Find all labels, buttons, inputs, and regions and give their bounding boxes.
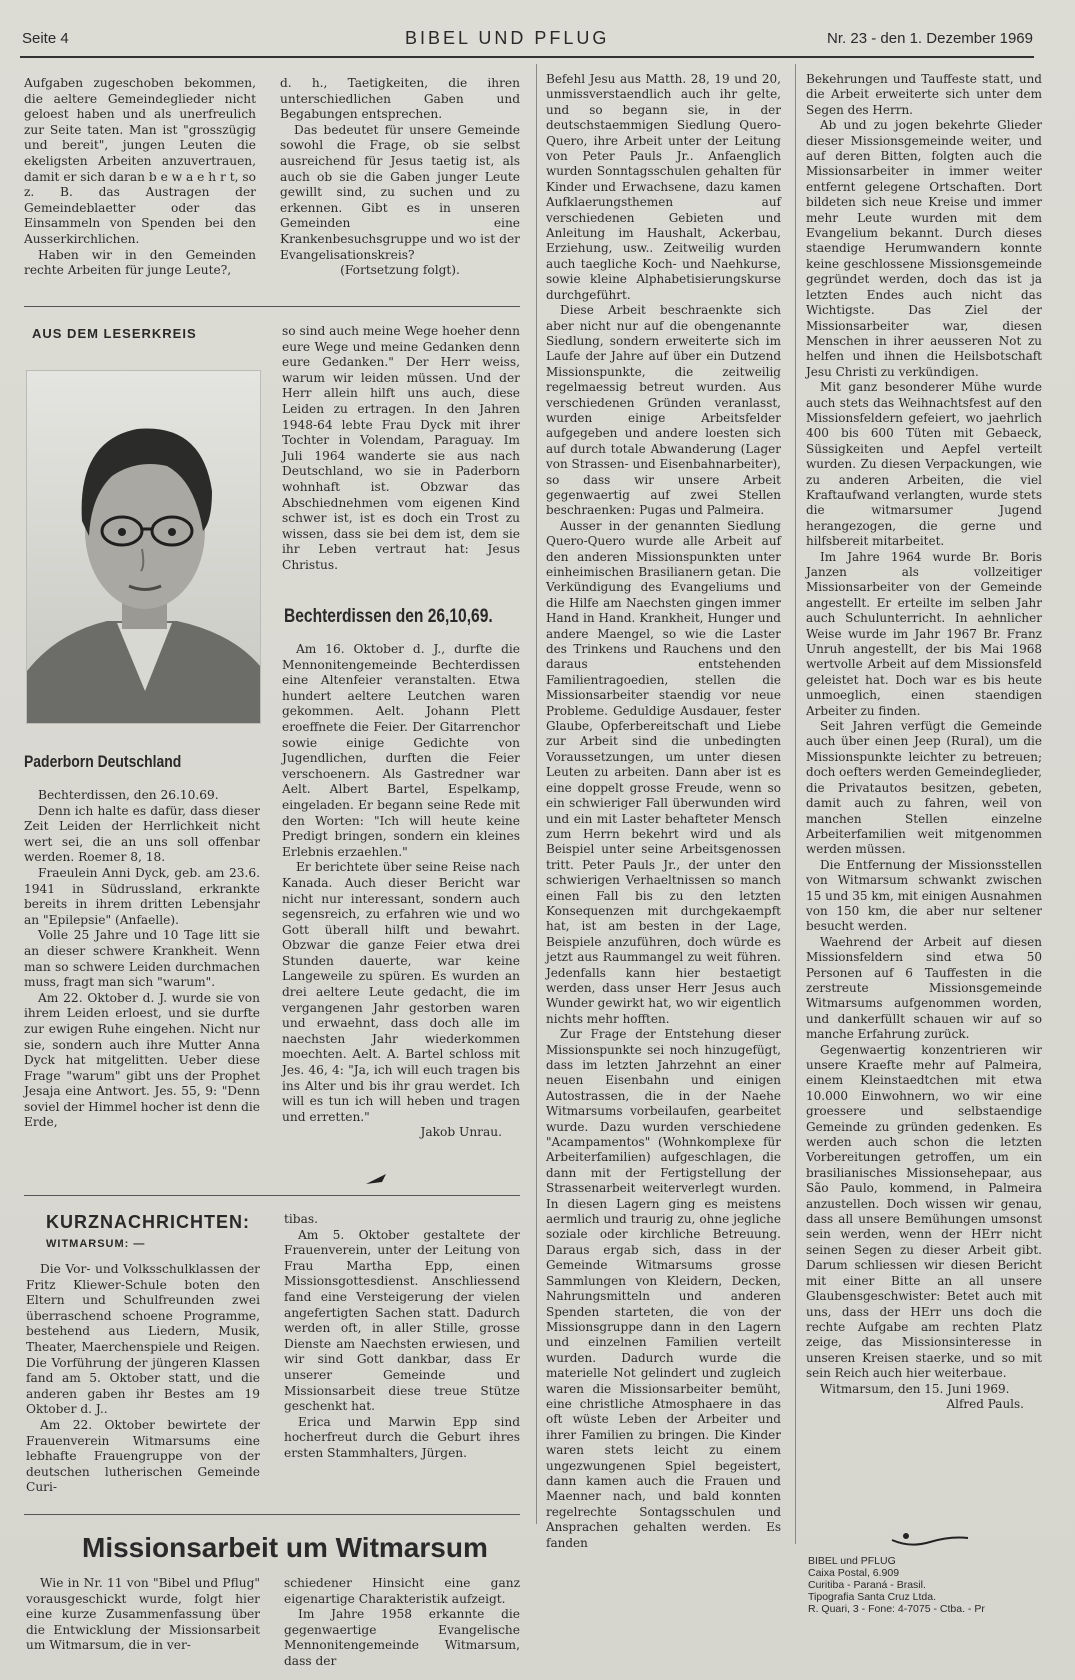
paragraph: Erica und Marwin Epp sind hocherfreut durch die Geburt ihres ersten Stammhalters, Jürgen.	[284, 1414, 520, 1460]
paragraph: Am 16. Oktober d. J., durfte die Mennonitengemeinde Bechterdissen eine Altenfeier veranstalten. Etwa hundert aeltere Leutchen waren gekommen. Aelt. Johann Plett eroeffnete die Feier. Der Gitarrenchor sowie einige Gedichte von Jugendlichen, durften die Feier verschoenern. Als Gastredner war Aelt. Albert Bartel, Espelkamp, eingeladen. Er begann seine Rede mit den Worten: "Ich will heute keine Predigt bringen, sondern ein kleines Erlebnis erzaehlen."	[282, 642, 520, 859]
imprint-line: BIBEL und PFLUG	[808, 1555, 896, 1567]
masthead-title: BIBEL UND PFLUG	[405, 28, 610, 48]
paragraph: Das bedeutet für unsere Gemeinde sowohl die Frage, ob sie selbst ausreichend für Jesus taetig ist, als auch ob sie die Gaben junger Leute gewillt sind, zu suchen und zu erkennen. Gibt es in unseren Gemeinden eine Krankenbesuchsgruppe und wo ist der Evangelisationskreis?	[280, 122, 520, 262]
paragraph: Mit ganz besonderer Mühe wurde auch stets das Weihnachtsfest auf den Missionsfeldern gefeiert, wo jaehrlich 400 bis 600 Tüten mit Gebaeck, Süssigkeiten und Aepfel verteilt wurden. Zu diesen Verpackungen, wie zu anderen Arbeiten, die viel Kraftaufwand verlangten, wurde stets die witmarsumer Jugend herangezogen, die gerne und hilfsbereit mitarbeitet.	[806, 380, 1042, 549]
headline-missionsarbeit: Missionsarbeit um Witmarsum	[82, 1532, 488, 1563]
paragraph: Bekehrungen und Tauffeste statt, und die Arbeit erweiterte sich unter dem Segen des Herrn.	[806, 72, 1042, 117]
paragraph: Seit Jahren verfügt die Gemeinde auch über einen Jeep (Rural), um die Missionspunkte leichter zu betreuen; doch oefters werden Gemeindeglieder, die Privatautos besitzen, gebeten, damit auch zu fahren, weil von manchen Stellen einzelne Arbeiterfamilien weit mitgenommen werden müssen.	[806, 719, 1042, 857]
paragraph: Aufgaben zugeschoben bekommen, die aeltere Gemeindeglieder nicht geloest haben und als unerfreulich zur Seite taten. Man ist "grosszügig und bereit", jungen Leuten die ekeligsten Arbeiten anzuvertrauen, damit er sich daran b e w a e h r t, so z. B. das Austragen der Gemeindeblaetter oder das Einsammeln von Spenden bei den Ausserkirchlichen.	[24, 76, 256, 246]
page-number: Seite 4	[22, 30, 69, 47]
issue-date: Nr. 23 - den 1. Dezember 1969	[827, 30, 1033, 47]
paragraph: Zur Frage der Entstehung dieser Missionspunkte sei noch hinzugefügt, dass im letzten Jahrzehnt an einer neuen Eisenbahn und einigen Autostrassen, die in der Naehe Witmarsums vorbeilaufen, gearbeitet wurde. Dazu wurden verschiedene "Acampamentos" (Wohnkomplexe für Arbeiterfamilien) aufgeschlagen, die dann mit der Fertigstellung der Strassenarbeit weiterverlegt wurden. In diesen Lagern ging es meistens aermlich und traurig zu, ohne jegliche soziale oder kirchliche Betreuung. Daraus ergab sich, dass in der Gemeinde Witmarsums grosse Sammlungen von Kleidern, Decken, Nahrungsmitteln und anderen Spenden starteten, die von der Missionsgruppe dann in den Lagern und einzelnen Familien verteilt wurden. Dadurch wurde die materielle Not gelindert und zugleich waren die Missionsarbeiter bemüht, eine christliche Atmosphaere in das oft wüste Leben der Arbeiter und ihrer Familien zu bringen. Die Kinder waren stets leicht zu einem ungezwungenen Spiel begeistert, dann kamen auch die Frauen und Maenner nach, und bald konnten regelrechte Sontagsschulen und Ansprachen gehalten werden. Es fanden	[546, 1027, 781, 1550]
section-rule	[24, 1514, 520, 1515]
kurz-col2	[284, 1212, 520, 1462]
column-divider	[536, 64, 537, 1524]
paragraph: Am 22. Oktober d. J. wurde sie von ihrem Leiden erloest, und sie durfte zur ewigen Ruhe eingehen. Nicht nur sie, sondern auch ihre Mutter Anna Dyck hat mitgelitten. Ueber diese Frage "warum" gibt uns der Prophet Jesaja eine Antwort. Jes. 55, 9: "Denn soviel der Himmel hocher ist denn die Erde,	[24, 990, 260, 1130]
kurz-col1	[26, 1262, 260, 1496]
mission-col3	[546, 72, 781, 1551]
author-signature: Alfred Pauls.	[946, 1396, 1024, 1411]
ornament-icon	[890, 1530, 970, 1550]
paragraph: Die Entfernung der Missionsstellen von Witmarsum schwankt zwischen 15 und 35 km, mit einigen Ausnahmen von 150 km, die aber nur seltener besucht werden.	[806, 857, 1042, 934]
article-continuation-col2	[280, 76, 520, 279]
dateline: Bechterdissen, den 26.10.69.	[38, 788, 219, 802]
paragraph: Ab und zu jogen bekehrte Glieder dieser Missionsgemeinde weiter, und auf deren Bitten, folgten auch die Missionsarbeiter in immer weiter entfernt gelegene Ortschaften. Dort bildeten sich neue Kreise und immer mehr Leute wurden mit dem Evangelium bekannt. Durch dieses staendige Herumwandern konnte keine geschlossene Missionsgemeinde gegründet werden, doch das ist ja letzten Endes auch nicht das Wichtigste. Das Ziel der Missionsarbeiter war, diesen Menschen in ihrer aeusseren Not zu helfen und ihnen die Heilsbotschaft Jesu Christi zu verkündigen.	[806, 118, 1042, 379]
author-signature: Jakob Unrau.	[420, 1125, 502, 1140]
paragraph: Er berichtete über seine Reise nach Kanada. Auch dieser Bericht war nicht nur interessant, sondern auch segensreich, zu erfahren wie und wo Gott überall hilft und bewahrt. Obzwar die ganze Feier etwa drei Stunden dauerte, war keine Langeweile zu spüren. Es wurden an drei aeltere Leute gedacht, die im vergangenen Jahr gestorben waren und erwaehnt, dass doch alle im naechsten Jahr wiederkommen moechten. Aelt. A. Bartel schloss mit Jes. 46, 4: "Ja, ich will euch tragen bis ins Alter und bis ihr grau werdet. Ich will es tun ich will heben und tragen und erretten."	[282, 860, 520, 1124]
paragraph: Im Jahre 1964 wurde Br. Boris Janzen als vollzeitiger Missionsarbeiter von der Gemeinde angestellt. Er erteilte im selben Jahr auch Schulunterricht. In aehnlicher Weise wurde im Jahr 1967 Br. Franz Unruh angestellt, der bis Mai 1968 wertvolle Arbeit auf dem Missionsfeld geleistet hat. Doch war es bis heute unmoeglich, einen staendigen Arbeiter zu finden.	[806, 549, 1042, 718]
imprint-box	[808, 1555, 985, 1615]
paragraph: so sind auch meine Wege hoeher denn eure Wege und meine Gedanken denn eure Gedanken." Der Herr weiss, warum wir leiden müssen. Und der Herr allein hilft uns auch, diese Leiden zu ertragen. In den Jahren 1948-64 lebte Frau Dyck mit ihrer Tochter in Volendam, Paraguay. Im Juli 1964 wanderte sie aus nach Deutschland, wo sie in Paderborn wohnhaft ist. Obzwar das Abschiednehmen vom eigenen Kind schwer ist, ist es doch ein Trost zu wissen, dass sie bei dem ist, dem sie ihr Leben vertraut hat: Jesus Christus.	[282, 324, 520, 572]
article-continuation-col1	[24, 76, 256, 279]
paragraph: Am 5. Oktober gestaltete der Frauenverein, unter der Leitung von Frau Martha Epp, einen Missionsgottesdienst. Anschliessend fand eine Versteigerung der vielen angefertigten Sachen statt. Dadurch werden oft, in aller Stille, grosse Dienste am Naechsten erwiesen, und wir sind Gott dankbar, dass Er unserer Gemeinde und Missionsarbeit diese treue Stütze geschenkt hat.	[284, 1227, 520, 1414]
paragraph: Waehrend der Arbeit auf diesen Missionsfeldern sind etwa 50 Personen auf 6 Tauffesten in die zerstreute Missionsgemeinde Witmarsums aufgenommen worden, und dankerfüllt schauen wir auf so manche Erfahrung zurück.	[806, 934, 1042, 1042]
headline-bechterdissen: Bechterdissen den 26,10,69.	[284, 606, 493, 627]
portrait-photo	[26, 370, 261, 724]
paragraph: Wie in Nr. 11 von "Bibel und Pflug" vorausgeschickt wurde, folgt hier eine kurze Zusammenfassung über die Entwicklung der Missionsarbeit um Witmarsum, die in ver-	[26, 1576, 260, 1653]
paragraph: Am 22. Oktober bewirtete der Frauenverein Witmarsums eine lebhafte Frauengruppe von der deutschen lutherischen Gemeinde Curi-	[26, 1417, 260, 1495]
end-mark-icon	[366, 1172, 388, 1186]
paragraph: Haben wir in den Gemeinden rechte Arbeiten für junge Leute?,	[24, 247, 256, 278]
mission-col2	[284, 1576, 520, 1670]
paragraph: Volle 25 Jahre und 10 Tage litt sie an dieser schwere Krankheit. Wenn man so schwere Leiden durchmachen muss, fragt man sich "warum".	[24, 928, 260, 990]
imprint-line: R. Quari, 3 - Fone: 4-7075 - Ctba. - Pr	[808, 1603, 985, 1615]
section-rule	[24, 1195, 520, 1196]
section-title-kurznachrichten: KURZNACHRICHTEN:	[46, 1212, 250, 1232]
imprint-line: Curitiba - Paraná - Brasil.	[808, 1579, 926, 1591]
leserkreis-col2	[282, 324, 520, 574]
paragraph: Im Jahre 1958 erkannte die gegenwaertige Evangelische Mennonitengemeinde Witmarsum, dass der	[284, 1607, 520, 1668]
paragraph: Diese Arbeit beschraenkte sich aber nicht nur auf die obengenannte Siedlung, sondern erweiterte sich im Laufe der Jahre auf über ein Dutzend Missionspunkte, die zeitweilig regelmaessig betreut wurden. Aus verschiedenen Gründen veranlasst, wurden einige Arbeitsfelder aufgegeben und andere loesten sich auf durch totale Abwanderung (Lager von Strassen- und Eisenbahnarbeiter), so dass wir unsere Arbeit gegenwaertig auf zwei Stellen beschraenken: Pugas und Palmeira.	[546, 303, 781, 518]
paragraph: schiedener Hinsicht eine ganz eigenartige Charakteristik aufzeigt.	[284, 1576, 520, 1606]
paragraph: Ausser in der genannten Siedlung Quero-Quero wurde alle Arbeit auf den anderen Missionspunkten unter einheimischen Brasilianern getan. Die Verkündigung des Evangeliums und die Hilfe am Naechsten gingen immer Hand in Hand. Krankheit, Hunger und andere Maengel, so wie die Laster des Trinkens und Rauchens und den daraus entstehenden Familientragoedien, stellen die Missionsarbeiter staendig vor neue Probleme. Geduldige Ausdauer, fester Glaube, Opferbereitschaft und Liebe zur Arbeit sind die unbedingten Voraussetzungen, um unter diesen Leuten zu arbeiten. Dann aber ist es eine doppelt grosse Freude, wenn so ein schwieriger Fall überwunden wird und ein mit Laster behafteter Mensch zum Herrn bekehrt wird und als Beispiel unter seine Arbeitsgenossen tritt. Peter Pauls Jr., der unter den schwierigen Verhaeltnissen so manch einen Fall bis zu den letzten Konsequenzen mit durchgekaempft hat, ist am besten in der Lage, Beispiele anzuführen, doch würde es jetzt aus Raummangel zu weit führen. Jedenfalls kann hier bestaetigt werden, dass unser Herr Jesus auch Wunder gewirkt hat, wo wir eigentlich nichts mehr hofften.	[546, 518, 781, 1026]
section-subtitle-witmarsum: WITMARSUM: —	[46, 1238, 146, 1250]
paragraph: d. h., Taetigkeiten, die ihren unterschiedlichen Gaben und Begabungen entsprechen.	[280, 76, 520, 122]
paragraph: Fraeulein Anni Dyck, geb. am 23.6. 1941 in Südrussland, erkrankte bereits in ihrem dritten Lebensjahr an "Epilepsie" (Anfaelle).	[24, 865, 260, 927]
paragraph: tibas.	[284, 1212, 318, 1226]
paragraph: Befehl Jesu aus Matth. 28, 19 und 20, unmissverstaendlich auch ihr gelte, und so begann sie, in der deutschstaemmigen Siedlung Quero-Quero, ihre Arbeit unter der Leitung von Peter Pauls Jr.. Anfaenglich wurden Sonntagsschulen gehalten für Kinder und Erwachsene, dazu kamen Aufklaerungsthemen auf verschiedenen Gebieten und Anleitung im Haushalt, Ackerbau, Erziehung, usw.. Zeitweilig wurden auch taegliche Koch- und Naehkurse, sowie kleine Alphabetisierungskurse durchgeführt.	[546, 72, 781, 302]
continuation-note: (Fortsetzung folgt).	[340, 263, 460, 278]
page-header	[0, 26, 1075, 56]
paragraph: Gegenwaertig konzentrieren wir unsere Kraefte mehr auf Palmeira, einem Kleinstaedtchen mit etwa 10.000 Einwohnern, wo wir eine groessere und selbstaendige Gemeinde zu gründen gedenken. Es werden auch schon die letzten Vorbereitungen getroffen, um ein brasilianisches Missionsehepaar, aus São Paulo, kommend, in Palmeira anzustellen. Doch wissen wir genau, dass all unsere Bemühungen umsonst sein werden, wenn der HErr nicht seinen Segen zu dieser Arbeit gibt. Darum schliessen wir diesen Bericht mit einer Bitte an all unsere Glaubensgeschwister: Betet auch mit uns, dass der HErr uns doch die rechte Aufgabe am rechten Platz zeige, das Missionsinteresse in unseren Kreisen staerke, und so mit sein Reich auch hier weiterbaue.	[806, 1042, 1042, 1381]
bechterdissen-article	[282, 642, 520, 1141]
place-date: Witmarsum, den 15. Juni 1969.	[820, 1381, 1010, 1396]
paragraph: Denn ich halte es dafür, dass dieser Zeit Leiden der Herrlichkeit nicht wert sei, die an uns soll offenbar werden. Roemer 8, 18.	[24, 803, 260, 865]
portrait-image	[27, 371, 260, 723]
paragraph: Die Vor- und Volksschulklassen der Fritz Kliewer-Schule boten den Eltern und Schulfreunden zwei überraschend schoene Programme, bestehend aus Liedern, Musik, Theater, Maerchenspiele und Reigen. Die Vorführung der jüngeren Klassen fand am 5. Oktober statt, und die anderen gaben ihr Bestes am 19 Oktober d. J..	[26, 1262, 260, 1417]
mission-col1	[26, 1576, 260, 1654]
leserkreis-col1	[24, 788, 260, 1131]
mission-col4	[806, 72, 1042, 1412]
header-rule	[20, 56, 1034, 58]
column-divider	[795, 64, 796, 1544]
section-rule	[24, 306, 520, 307]
section-label-leserkreis: AUS DEM LESERKREIS	[32, 326, 197, 341]
imprint-line: Caixa Postal, 6.909	[808, 1567, 900, 1579]
headline-paderborn: Paderborn Deutschland	[24, 752, 182, 771]
imprint-line: Tipografia Santa Cruz Ltda.	[808, 1591, 937, 1603]
